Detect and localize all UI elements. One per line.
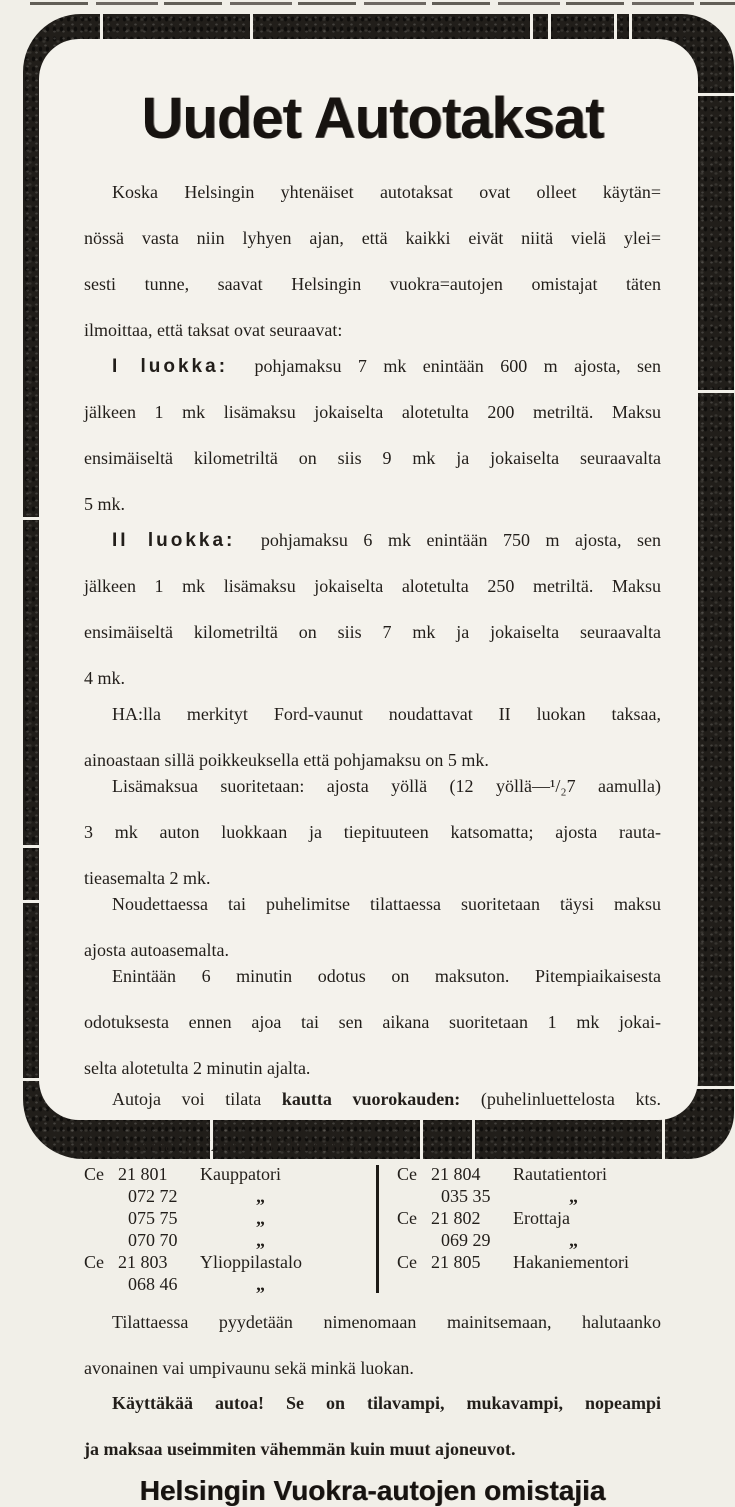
ad-title: Uudet Autotaksat <box>141 86 604 151</box>
class-1-rates-paragraph <box>84 355 661 516</box>
ditto-mark: „ <box>256 1208 265 1228</box>
intro-paragraph <box>84 181 661 342</box>
phone-number: 21 801 <box>118 1164 168 1184</box>
ordering-paragraph <box>84 1088 661 1157</box>
text-run: 4 mk. <box>84 668 126 688</box>
phone-entry <box>84 1207 376 1229</box>
ford-exception-paragraph <box>84 703 661 772</box>
phone-number: 075 75 <box>128 1208 178 1228</box>
phone-number: 21 805 <box>431 1252 481 1272</box>
phone-entry <box>84 1185 376 1207</box>
text-line <box>84 529 661 575</box>
text-run: ensimäiseltä kilometriltä on siis 9 mk ja jokaiselta seuraavalta <box>84 448 661 468</box>
text-line <box>84 939 661 962</box>
phone-prefix: Ce <box>397 1164 417 1184</box>
phone-directory <box>84 1163 661 1295</box>
phone-entry <box>397 1207 661 1229</box>
text-run: jälkeen 1 mk lisämaksu jokaiselta alotetulta 200 metriltä. Maksu <box>84 402 661 422</box>
frame-segment-gap <box>693 93 735 96</box>
phone-station-name: Rautatientori <box>513 1164 607 1184</box>
text-run: ensimäiseltä kilometriltä on siis 7 mk ja jokaiselta seuraavalta <box>84 622 661 642</box>
phone-number: 21 802 <box>431 1208 481 1228</box>
order-note-paragraph <box>84 1311 661 1380</box>
phone-directory-column-right <box>385 1163 661 1295</box>
phone-entry <box>84 1163 376 1185</box>
phone-number: 069 29 <box>441 1230 491 1250</box>
text-run: tieasemalta 2 mk. <box>84 868 211 888</box>
ditto-mark: „ <box>569 1186 578 1206</box>
text-line <box>84 893 661 939</box>
text-run: odotuksesta ennen ajoa tai sen aikana suoritetaan 1 mk jokai- <box>84 1012 661 1032</box>
phone-number: 072 72 <box>128 1186 178 1206</box>
ad-body <box>84 181 661 1461</box>
phone-prefix: Ce <box>397 1252 417 1272</box>
text-line <box>84 1134 661 1157</box>
text-run: selta alotetulta 2 minutin ajalta. <box>84 1058 311 1078</box>
phone-directory-column-left <box>84 1163 376 1295</box>
text-run: nössä vasta niin lyhyen ajan, että kaikki eivät niitä vielä ylei= <box>84 228 661 248</box>
ditto-mark: „ <box>569 1230 578 1250</box>
phone-number: 21 804 <box>431 1164 481 1184</box>
text-line <box>84 355 661 401</box>
phone-station-name: Ylioppilastalo <box>200 1252 302 1272</box>
phone-entry <box>397 1251 661 1273</box>
text-run: sesti tunne, saavat Helsingin vuokra=autojen omistajat täten <box>84 274 661 294</box>
pickup-note-paragraph <box>84 893 661 962</box>
text-line <box>84 1311 661 1357</box>
text-run: ajosta autoasemalta. <box>84 940 229 960</box>
text-run: jälkeen 1 mk lisämaksu jokaiselta alotetulta 250 metriltä. Maksu <box>84 576 661 596</box>
text-run: pohjamaksu 6 mk enintään 750 m ajosta, sen <box>260 530 662 550</box>
frame-segment-gap <box>693 390 735 393</box>
phone-entry <box>397 1229 661 1251</box>
text-run: ilmoittaa, että taksat ovat seuraavat: <box>84 320 343 340</box>
class-2-rates-heading: II luokka: <box>112 530 236 551</box>
text-line <box>84 1438 661 1461</box>
text-line <box>84 1392 661 1438</box>
text-run: Noudettaessa tai puhelimitse tilattaessa suoritetaan täysi maksu <box>112 894 661 914</box>
class-2-rates-paragraph <box>84 529 661 690</box>
text-run: 3 mk auton luokkaan ja tiepituuteen katsomatta; ajosta rauta- <box>84 822 661 842</box>
text-line <box>84 965 661 1011</box>
text-run: Enintään 6 minutin odotus on maksuton. Pitempiaikaisesta <box>112 966 661 986</box>
text-line <box>84 1057 661 1080</box>
ditto-mark: „ <box>256 1230 265 1250</box>
text-line <box>84 749 661 772</box>
text-run: HA:lla merkityt Ford-vaunut noudattavat II luokan taksaa, <box>112 704 661 724</box>
phone-entry <box>397 1163 661 1185</box>
text-run: kautta vuorokauden: <box>281 1089 461 1109</box>
phone-entry <box>84 1273 376 1295</box>
class-1-rates-heading: I luokka: <box>112 356 229 377</box>
text-run: Tilattaessa pyydetään nimenomaan mainitsemaan, halutaanko <box>112 1312 661 1332</box>
text-line <box>84 401 661 447</box>
text-run: ainoastaan sillä poikkeuksella että pohjamaksu on 5 mk. <box>84 750 489 770</box>
text-line <box>84 1011 661 1057</box>
phone-prefix: Ce <box>84 1164 104 1184</box>
phone-number: 068 46 <box>128 1274 178 1294</box>
phone-station-name: Erottaja <box>513 1208 570 1228</box>
phone-prefix: Ce <box>397 1208 417 1228</box>
text-run: Lisämaksua suoritetaan: ajosta yöllä (12 yöllä—¹/₂7 aamulla) <box>112 776 661 796</box>
text-line <box>84 821 661 867</box>
text-line <box>84 775 661 821</box>
advertisement <box>62 53 697 1506</box>
phone-entry <box>397 1185 661 1207</box>
text-line <box>84 575 661 621</box>
text-line <box>84 867 661 890</box>
phone-station-name: Kauppatori <box>200 1164 281 1184</box>
text-line <box>84 703 661 749</box>
text-run: Autoja voi tilata <box>112 1089 282 1109</box>
text-run: ”Autoasema” ja ”Automobiiliasema”) <box>84 1135 358 1155</box>
text-line <box>84 227 661 273</box>
text-run: (puhelinluettelosta kts. <box>460 1089 661 1109</box>
waiting-rule-paragraph <box>84 965 661 1080</box>
final-appeal-paragraph <box>84 1392 661 1461</box>
text-run: ja maksaa useimmiten vähemmän kuin muut ajoneuvot. <box>84 1439 516 1459</box>
text-run: Käyttäkää autoa! Se on tilavampi, mukavampi, nopeampi <box>112 1393 661 1413</box>
phone-station-name: Hakaniementori <box>513 1252 629 1272</box>
phone-entry <box>84 1229 376 1251</box>
ditto-mark: „ <box>256 1274 265 1294</box>
text-run: 5 mk. <box>84 494 126 514</box>
phone-directory-divider <box>376 1165 379 1293</box>
newspaper-column-rule <box>30 2 735 5</box>
phone-entry <box>84 1251 376 1273</box>
ad-signature: Helsingin Vuokra-autojen omistajia <box>139 1475 606 1506</box>
text-line <box>84 1357 661 1380</box>
text-line <box>84 1088 661 1134</box>
frame-segment-gap <box>693 1086 735 1089</box>
text-run: Koska Helsingin yhtenäiset autotaksat ovat olleet käytän= <box>112 182 661 202</box>
ditto-mark: „ <box>256 1186 265 1206</box>
phone-number: 21 803 <box>118 1252 168 1272</box>
text-line <box>84 447 661 493</box>
phone-number: 035 35 <box>441 1186 491 1206</box>
night-surcharge-paragraph <box>84 775 661 890</box>
text-line <box>84 667 661 690</box>
phone-prefix: Ce <box>84 1252 104 1272</box>
text-line <box>84 621 661 667</box>
frame-segment-gap <box>662 1118 665 1159</box>
text-run: pohjamaksu 7 mk enintään 600 m ajosta, sen <box>254 356 662 376</box>
text-run: avonainen vai umpivaunu sekä minkä luokan. <box>84 1358 414 1378</box>
text-line <box>84 319 661 342</box>
text-line <box>84 273 661 319</box>
text-line <box>84 181 661 227</box>
text-line <box>84 493 661 516</box>
phone-number: 070 70 <box>128 1230 178 1250</box>
